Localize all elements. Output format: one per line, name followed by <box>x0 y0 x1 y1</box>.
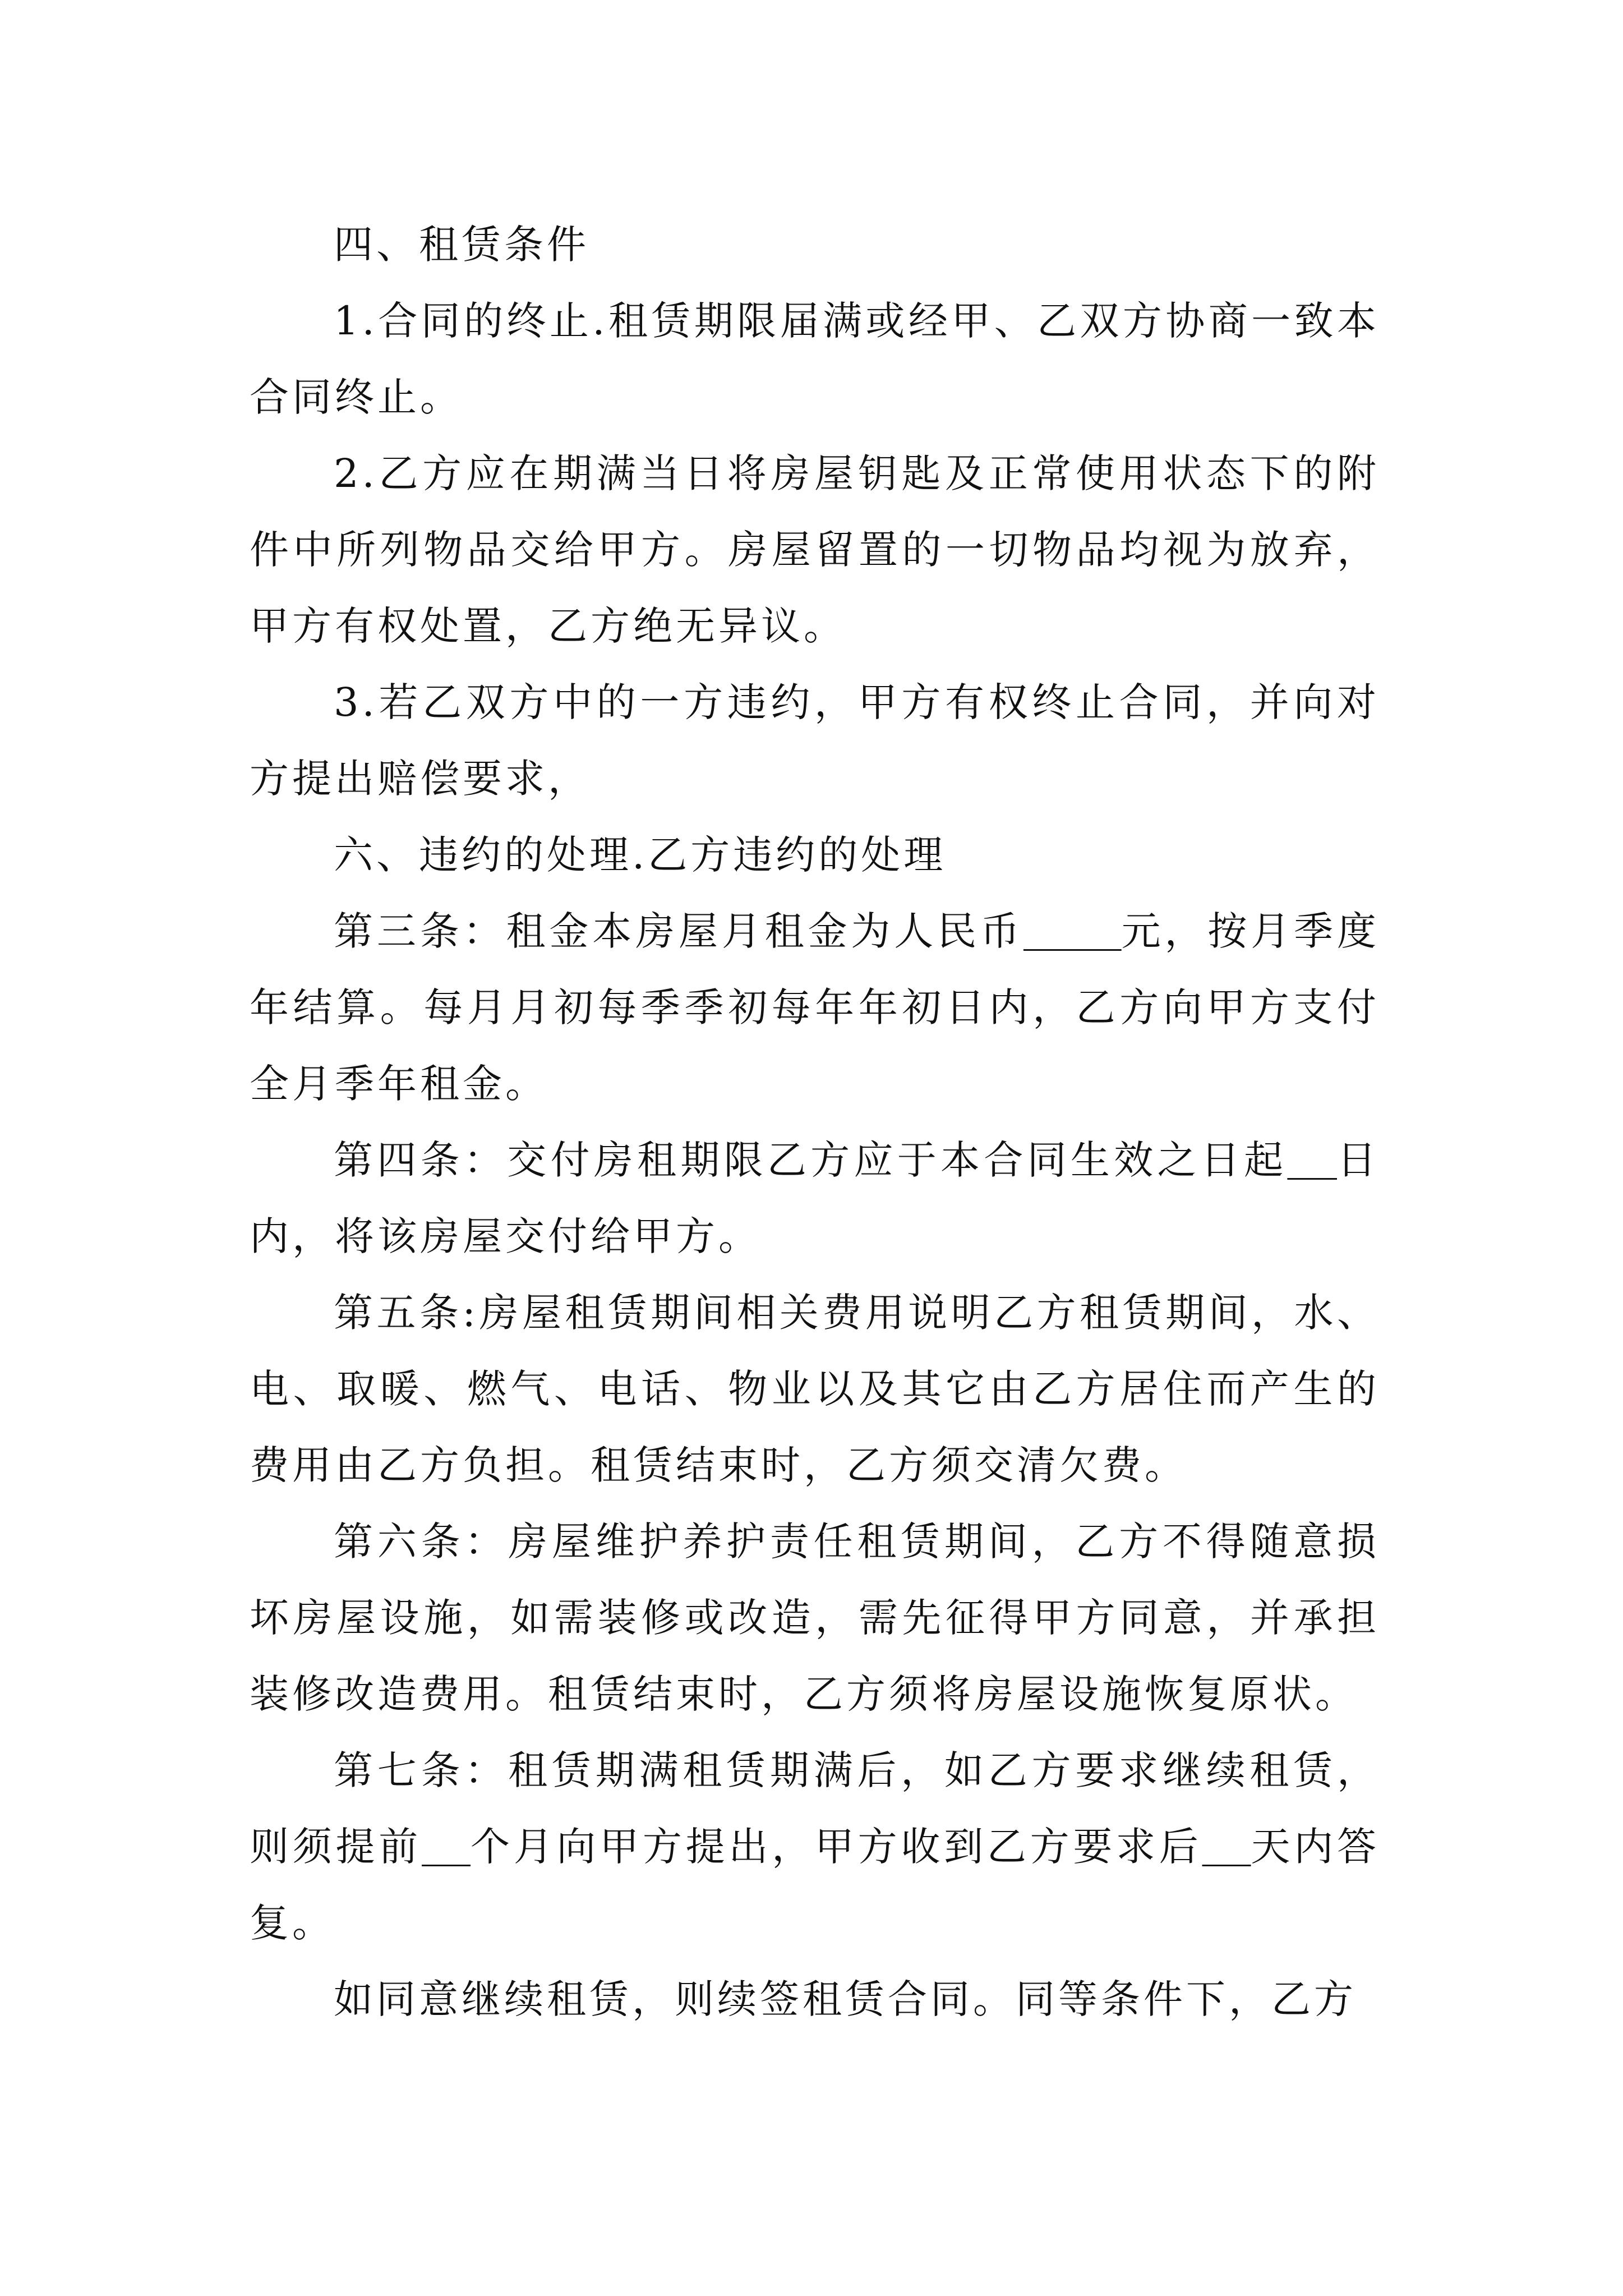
article-seven-text-start: 第七条：租赁期满租赁期满后，如乙方要求继续租赁，则须提前 <box>250 1747 1380 1870</box>
document-body <box>250 206 1380 2037</box>
section-heading-breach-handling: 六、违约的处理.乙方违约的处理 <box>334 832 947 878</box>
article-four-text-start: 第四条：交付房租期限乙方应于本合同生效之日起 <box>334 1137 1288 1183</box>
article-four-text-end: 日内，将该房屋交付给甲方。 <box>250 1137 1380 1259</box>
reply-days-blank <box>1202 1824 1251 1870</box>
article-three-text-start: 第三条：租金本房屋月租金为人民币 <box>334 908 1023 954</box>
article-seven-text-end: 天内答复。 <box>250 1824 1380 1946</box>
rent-amount-blank <box>1023 908 1122 954</box>
article-three-rent <box>250 893 1380 1122</box>
article-seven-text-middle: 个月向甲方提出，甲方收到乙方要求后 <box>470 1824 1202 1870</box>
clause-breach-termination: 3.若乙双方中的一方违约，甲方有权终止合同，并向对方提出赔偿要求， <box>250 679 1380 802</box>
delivery-days-blank <box>1287 1137 1337 1183</box>
notice-months-blank <box>422 1824 471 1870</box>
article-six-maintenance: 第六条：房屋维护养护责任租赁期间，乙方不得随意损坏房屋设施，如需装修或改造，需先征得甲方同意，并承担装修改造费用。租赁结束时，乙方须将房屋设施恢复原状。 <box>250 1519 1380 1717</box>
article-five-fees: 第五条:房屋租赁期间相关费用说明乙方租赁期间，水、电、取暖、燃气、电话、物业以及其它由乙方居住而产生的费用由乙方负担。租赁结束时，乙方须交清欠费。 <box>250 1290 1380 1488</box>
clause-termination: 1.合同的终止.租赁期限届满或经甲、乙双方协商一致本合同终止。 <box>250 298 1380 420</box>
article-three-text-end: 元，按月季度年结算。每月月初每季季初每年年初日内，乙方向甲方支付全月季年租金。 <box>250 908 1380 1107</box>
article-seven-renewal <box>250 1732 1380 1961</box>
clause-return-keys: 2.乙方应在期满当日将房屋钥匙及正常使用状态下的附件中所列物品交给甲方。房屋留置的一切物品均视为放弃，甲方有权处置，乙方绝无异议。 <box>250 450 1380 649</box>
renewal-continuation: 如同意继续租赁，则续签租赁合同。同等条件下，乙方 <box>334 1976 1357 2022</box>
section-heading-lease-conditions: 四、租赁条件 <box>334 222 589 268</box>
article-four-delivery <box>250 1122 1380 1274</box>
